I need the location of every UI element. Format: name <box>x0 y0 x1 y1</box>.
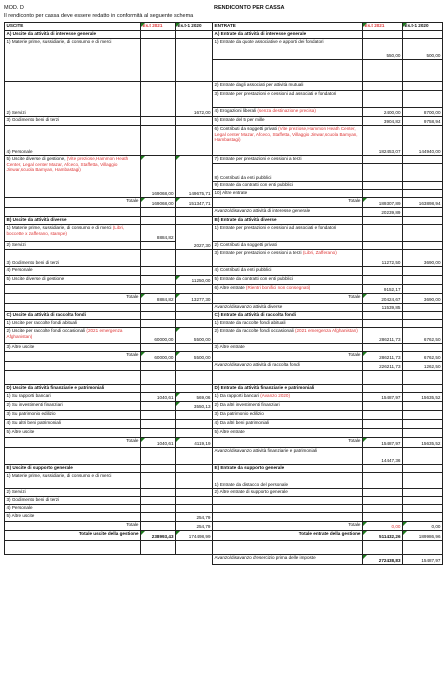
d-entrata-1-value-prev: 15635,52 <box>403 393 443 402</box>
d-entrata-1 <box>213 393 363 402</box>
a-uscite-total-prev: 151347,71 <box>176 198 213 208</box>
a-avanzo-label: Avanzo/disavanzo attività di interesse generale <box>213 208 363 217</box>
b-uscita-1-note: (Libri, boccette x zafferano, stampe) <box>6 225 125 236</box>
col-es-t1-entrate: Es.t-1 2020 <box>403 23 443 31</box>
d-uscita-1-value-prev: 569,06 <box>176 393 213 402</box>
totale-uscite-value: 238993,43 <box>141 531 176 541</box>
c-avanzo-label: Avanzo/disavanzo attività di raccolta fondi <box>213 362 363 371</box>
b-entrata-6-note: (Rientri bonifici non consegnati) <box>245 285 311 290</box>
table-row <box>5 304 443 312</box>
a-entrata-1-value-prev: 500,00 <box>403 39 443 60</box>
c-uscita-2 <box>5 328 141 344</box>
doc-intro: Il rendiconto per cassa deve essere redatto in conformità al seguente schema <box>4 13 194 19</box>
totale-entrate-value: 511432,26 <box>363 531 403 541</box>
b-entrata-3 <box>213 250 363 267</box>
table-row <box>5 294 443 304</box>
b-entrata-6 <box>213 285 363 294</box>
b-uscita-4: 4) Personale <box>5 267 141 276</box>
col-entrate: ENTRATE <box>213 23 363 31</box>
b-uscita-5-value-prev: 11250,00 <box>176 276 213 285</box>
a-uscite-total-label: Totale <box>5 198 141 208</box>
table-row <box>5 82 443 91</box>
c-uscita-1: 1) Uscite per raccolte fondi abituali <box>5 320 141 328</box>
table-row <box>5 39 443 60</box>
a-entrate-total: 189307,89 <box>363 198 403 208</box>
section-a-uscite-heading: A) Uscite da attività di interesse generale <box>5 31 141 39</box>
a-uscita-3: 3) Godimento beni di terzi <box>5 117 141 126</box>
b-entrata-1: 1) Entrate per prestazioni e cessioni ad associati e fondatori <box>213 225 363 242</box>
section-a-entrate-heading: A) Entrate da attività di interesse generale <box>213 31 363 39</box>
a-entrata-6-value: 182453,07 <box>363 126 403 156</box>
table-row <box>5 312 443 320</box>
spacer-row <box>5 371 443 385</box>
table-row <box>5 473 443 489</box>
rendiconto-table <box>4 22 443 565</box>
a-uscita-5-value-prev: 149675,71 <box>176 156 213 198</box>
b-entrate-total-prev: 3690,00 <box>403 294 443 304</box>
d-entrata-1-label: 1) Da rapporti bancari <box>214 393 261 398</box>
d-uscite-total-label: Totale <box>5 438 141 448</box>
table-row <box>5 505 443 513</box>
a-entrata-6-note: (Vite preziose,Hammon Heath Center, Legal center Mazar, Afceco, Staffetta, Villaggio Jinwar,scuola Bamyan, Hambastagi) <box>214 126 358 143</box>
b-uscite-total-label: Totale <box>5 294 141 304</box>
d-uscita-1: 1) Su rapporti bancari <box>5 393 141 402</box>
totale-entrate-label: Totale entrate della gestione <box>213 531 363 541</box>
a-entrata-8: 8) Contributi da enti pubblici <box>213 164 363 182</box>
a-entrata-6 <box>213 126 363 156</box>
b-uscita-3: 3) Godimento beni di terzi <box>5 250 141 267</box>
avanzo-esercizio-label: Avanzo/disavanzo d'esercizio prima delle imposte <box>213 555 363 565</box>
b-uscite-total: 8884,82 <box>141 294 176 304</box>
c-uscita-2-label: 2) Uscite per raccolte fondi occasionali <box>6 328 87 333</box>
d-uscite-total-prev: 4119,19 <box>176 438 213 448</box>
a-entrata-9: 9) Entrate da contratti con enti pubblici <box>213 182 363 190</box>
doc-title: RENDICONTO PER CASSA <box>214 5 285 11</box>
e-entrate-total: 0,00 <box>363 522 403 531</box>
totale-uscite-value-prev: 174498,99 <box>176 531 213 541</box>
d-entrata-2: 2) Da altri investimenti finanziari <box>213 402 363 411</box>
b-entrate-total-label: Totale <box>213 294 363 304</box>
b-uscita-1 <box>5 225 141 242</box>
d-entrata-4: 4) Da altri beni patrimoniali <box>213 420 363 429</box>
a-uscita-5-value: 169068,00 <box>141 156 176 198</box>
d-entrata-3: 3) Da patrimonio edilizio <box>213 411 363 420</box>
c-uscita-3: 3) Altre uscite <box>5 344 141 352</box>
table-row <box>5 285 443 294</box>
table-row <box>5 225 443 242</box>
a-entrata-4-value-prev: 8700,00 <box>403 108 443 117</box>
c-uscite-total-prev: 5500,00 <box>176 352 213 362</box>
table-row <box>5 344 443 352</box>
section-c-entrate-heading: C) Entrate da attività di raccolta fondi <box>213 312 363 320</box>
table-row <box>5 352 443 362</box>
a-entrata-3: 3) Entrate per prestazioni e cessioni ad associati e fondatori <box>213 91 363 108</box>
b-entrata-2: 2) Contributi da soggetti privati <box>213 242 363 250</box>
c-uscite-total-label: Totale <box>5 352 141 362</box>
a-entrata-4-note: (senza destinazione precisa) <box>257 108 316 113</box>
a-entrata-1-value: 550,00 <box>363 39 403 60</box>
table-row <box>5 385 443 393</box>
a-entrata-4-label: 4) Erogazioni liberali <box>214 108 258 113</box>
a-avanzo-value: 20239,89 <box>363 208 403 217</box>
c-uscite-total: 60000,00 <box>141 352 176 362</box>
table-row <box>5 522 443 531</box>
a-entrata-1: 1) Entrate da quote associative e apporti dei fondatori <box>213 39 363 60</box>
c-entrata-2-value-prev: 6762,50 <box>403 328 443 344</box>
table-row <box>5 411 443 420</box>
c-entrata-2-label: 2) Entrate da raccolte fondi occasionali <box>214 328 295 333</box>
d-uscita-2-value-prev: 3550,13 <box>176 402 213 411</box>
table-row <box>5 465 443 473</box>
c-entrate-total: 286211,73 <box>363 352 403 362</box>
c-uscita-2-value: 60000,00 <box>141 328 176 344</box>
e-uscita-2: 2) Servizi <box>5 489 141 497</box>
d-uscita-1-value: 1040,61 <box>141 393 176 402</box>
e-uscite-total-label: Totale <box>5 522 141 531</box>
b-entrata-4: 4) Contributi da enti pubblici <box>213 267 363 276</box>
c-entrate-total-label: Totale <box>213 352 363 362</box>
table-row <box>5 555 443 565</box>
b-entrata-6-value: 9152,17 <box>363 285 403 294</box>
table-row <box>5 513 443 522</box>
table-row <box>5 250 443 267</box>
section-d-entrate-heading: D) Entrate da attività finanziarie e patrimoniali <box>213 385 363 393</box>
b-entrata-3-value: 11272,50 <box>363 250 403 267</box>
column-header-row <box>5 23 443 31</box>
table-row <box>5 31 443 39</box>
table-row <box>5 320 443 328</box>
section-d-uscite-heading: D) Uscite da attività finanziarie e patrimoniali <box>5 385 141 393</box>
a-entrata-4-value: 2400,00 <box>363 108 403 117</box>
a-entrate-total-prev: 163898,94 <box>403 198 443 208</box>
d-uscita-3: 3) Su patrimonio edilizio <box>5 411 141 420</box>
table-row <box>5 420 443 429</box>
d-entrata-1-value: 15487,97 <box>363 393 403 402</box>
table-row <box>5 198 443 208</box>
e-uscite-total-prev: 254,79 <box>176 522 213 531</box>
c-uscita-2-note: (2021 emergenza Afghanistan) <box>6 328 123 339</box>
e-uscita-1: 1) Materie prime, sussidiarie, di consumo e di merci <box>5 473 141 489</box>
a-entrata-10: 10) Altre entrate <box>213 190 363 198</box>
table-row <box>5 393 443 402</box>
a-entrata-4 <box>213 108 363 117</box>
c-entrata-3: 3) Altre entrate <box>213 344 363 352</box>
table-row <box>5 328 443 344</box>
a-uscita-1: 1) Materie prime, sussidiarie, di consumo e di merci <box>5 39 141 82</box>
b-avanzo-value: 11539,85 <box>363 304 403 312</box>
b-entrata-3-note: (Libri, Zafferano) <box>302 250 337 255</box>
section-e-entrate-heading: E) Entrate da supporto generale <box>213 465 363 473</box>
table-row <box>5 489 443 497</box>
section-b-entrate-heading: B) Entrate da attività diverse <box>213 217 363 225</box>
b-uscita-5: 5) Uscite diverse di gestione <box>5 276 141 285</box>
a-uscita-5 <box>5 156 141 198</box>
table-row <box>5 156 443 164</box>
a-uscite-total: 169068,00 <box>141 198 176 208</box>
table-row <box>5 242 443 250</box>
a-uscita-2: 2) Servizi <box>5 82 141 117</box>
a-entrata-6-value-prev: 144940,00 <box>403 126 443 156</box>
e-entrata-1: 1) Entrate da distacco del personale <box>213 473 363 489</box>
spacer-row <box>5 541 443 555</box>
a-entrata-6-label: 6) Contributi da soggetti privati <box>214 126 279 131</box>
table-row <box>5 276 443 285</box>
table-row <box>5 402 443 411</box>
col-es-t: Es.t 2021 <box>141 23 176 31</box>
section-b-uscite-heading: B) Uscite da attività diverse <box>5 217 141 225</box>
b-avanzo-label: Avanzo/disavanzo attività diverse <box>213 304 363 312</box>
b-uscita-1-value: 8884,82 <box>141 225 176 242</box>
a-uscita-5-label: 5) Uscite diverse di gestione, <box>6 156 67 161</box>
e-entrate-total-prev: 0,00 <box>403 522 443 531</box>
totale-uscite-label: Totale uscite della gestione <box>5 531 141 541</box>
totale-entrate-value-prev: 189986,96 <box>403 531 443 541</box>
d-uscite-total: 1040,61 <box>141 438 176 448</box>
e-uscita-5-value-prev: 254,79 <box>176 513 213 522</box>
a-uscita-5-note: (Vite preziose,Hammon Heath Center, Legal center Mazar, Afceco, Staffetta, Villaggio Jinwar,scuola Bamyan, Hambastagi) <box>6 156 129 173</box>
c-uscita-2-value-prev: 5500,00 <box>176 328 213 344</box>
e-entrata-2: 2) Altre entrate di supporto generale <box>213 489 363 497</box>
d-uscita-4: 4) Su altri beni patrimoniali <box>5 420 141 429</box>
table-row <box>5 531 443 541</box>
c-entrata-2 <box>213 328 363 344</box>
b-uscita-2: 2) Servizi <box>5 242 141 250</box>
d-entrata-1-note: (Avanzo 2020) <box>260 393 291 398</box>
col-es-t1: Es.t-1 2020 <box>176 23 213 31</box>
a-entrate-total-label: Totale <box>213 198 363 208</box>
col-uscite: USCITE <box>5 23 141 31</box>
d-entrata-5: 5) Altre entrate <box>213 429 363 438</box>
b-uscite-total-prev: 13277,30 <box>176 294 213 304</box>
e-uscita-5: 5) Altre uscite <box>5 513 141 522</box>
a-entrata-7: 7) Entrate per prestazioni e cessioni a terzi <box>213 156 363 164</box>
e-entrate-total-label: Totale <box>213 522 363 531</box>
table-row <box>5 362 443 371</box>
table-row <box>5 208 443 217</box>
a-entrata-2: 2) Entrate dagli associati per attività mutuali <box>213 82 363 91</box>
c-entrate-total-prev: 6762,50 <box>403 352 443 362</box>
table-row <box>5 217 443 225</box>
a-entrata-5: 5) Entrate del 5 per mille <box>213 117 363 126</box>
avanzo-esercizio-value-prev: 15487,97 <box>403 555 443 565</box>
col-es-t-entrate: Es.t 2021 <box>363 23 403 31</box>
table-row <box>5 497 443 505</box>
d-entrate-total-prev: 15635,52 <box>403 438 443 448</box>
b-entrata-6-label: 6) Altre entrate <box>214 285 246 290</box>
d-uscita-5: 5) Altre uscite <box>5 429 141 438</box>
section-c-uscite-heading: C) Uscite da attività di raccolta fondi <box>5 312 141 320</box>
b-entrate-total: 20424,67 <box>363 294 403 304</box>
b-entrata-5: 5) Entrate da contratti con enti pubblici <box>213 276 363 285</box>
b-uscita-2-value-prev: 2027,30 <box>176 225 213 250</box>
table-row <box>5 429 443 438</box>
table-row <box>5 126 443 156</box>
doc-code: MOD. D <box>4 5 24 11</box>
b-uscita-1-label: 1) Materie prime, sussidiarie, di consumo e di merci <box>6 225 113 230</box>
c-entrata-1: 1) Entrate da raccolte fondi abituali <box>213 320 363 328</box>
e-uscita-3: 3) Godimento beni di terzi <box>5 497 141 505</box>
c-avanzo-value: 226211,73 <box>363 362 403 371</box>
a-entrata-5-value-prev: 9758,94 <box>403 117 443 126</box>
table-row <box>5 267 443 276</box>
d-avanzo-label: Avanzo/disavanzo attività finanziarie e patrimoniali <box>213 448 363 465</box>
a-uscita-2-value-prev: 1672,00 <box>176 82 213 117</box>
table-row <box>5 438 443 448</box>
d-entrate-total: 15487,97 <box>363 438 403 448</box>
b-entrata-3-label: 3) Entrate per prestazioni e cessioni a terzi <box>214 250 303 255</box>
e-uscita-4: 4) Personale <box>5 505 141 513</box>
table-row <box>5 448 443 465</box>
c-avanzo-value-prev: 1262,50 <box>403 362 443 371</box>
table-row <box>5 117 443 126</box>
section-e-uscite-heading: E) Uscite di supporto generale <box>5 465 141 473</box>
avanzo-esercizio-value: 272438,83 <box>363 555 403 565</box>
d-avanzo-value: 14447,36 <box>363 448 403 465</box>
a-entrata-5-value: 3904,82 <box>363 117 403 126</box>
a-uscita-4: 4) Personale <box>5 126 141 156</box>
b-entrata-3-value-prev: 3690,00 <box>403 250 443 267</box>
c-entrata-2-value: 286211,73 <box>363 328 403 344</box>
c-entrata-2-note: (2021 emergenza Afghanistan) <box>294 328 358 333</box>
d-entrate-total-label: Totale <box>213 438 363 448</box>
d-uscita-2: 2) Su investimenti finanziari <box>5 402 141 411</box>
